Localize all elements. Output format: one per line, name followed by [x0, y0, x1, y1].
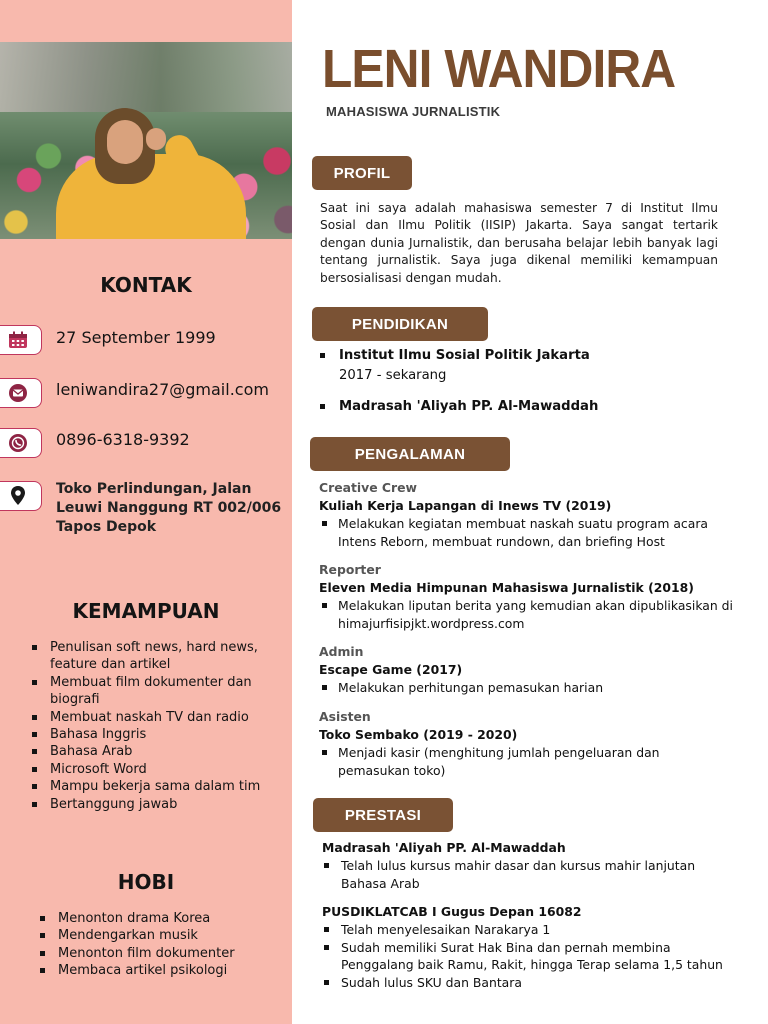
section-heading-pengalaman: PENGALAMAN: [310, 437, 510, 471]
calendar-icon: [0, 325, 42, 355]
list-item: Bahasa Arab: [32, 743, 268, 760]
experience-item: [319, 643, 739, 697]
education-school: Institut Ilmu Sosial Politik Jakarta: [339, 348, 590, 363]
section-heading-pendidikan: PENDIDIKAN: [312, 307, 488, 341]
education-school: Madrasah 'Aliyah PP. Al-Mawaddah: [339, 399, 599, 414]
experience-item: [319, 561, 739, 633]
list-item: Membuat film dokumenter dan biografi: [32, 674, 268, 709]
experience-role: Admin: [319, 644, 364, 659]
achievement-desc: Telah menyelesaikan Narakarya 1: [322, 921, 742, 939]
contact-address: Toko Perlindungan, Jalan Leuwi Nanggung RT 002/006 Tapos Depok: [56, 481, 282, 535]
achievement-org: PUSDIKLATCAB I Gugus Depan 16082: [322, 904, 582, 919]
hobbies-list: [40, 910, 280, 980]
contact-phone: 0896-6318-9392: [56, 430, 190, 449]
achievement-desc: Sudah memiliki Surat Hak Bina dan pernah membina Penggalang baik Ramu, Rakit, hingga Terap selama 1,5 tahun: [322, 939, 742, 975]
experience-org: Escape Game (2017): [319, 662, 463, 677]
contact-heading: KONTAK: [100, 273, 192, 297]
list-item: Penulisan soft news, hard news, feature dan artikel: [32, 639, 268, 674]
list-item: Bahasa Inggris: [32, 726, 268, 743]
experience-desc: Melakukan perhitungan pemasukan harian: [319, 679, 739, 697]
list-item: Microsoft Word: [32, 761, 268, 778]
experience-role: Asisten: [319, 709, 371, 724]
list-item: Bertanggung jawab: [32, 796, 268, 813]
experience-item: [319, 708, 739, 780]
contact-email[interactable]: leniwandira27@gmail.com: [56, 380, 269, 399]
achievement-item: [322, 839, 742, 892]
list-item: Membaca artikel psikologi: [40, 962, 280, 979]
person-name: LENI WANDIRA: [322, 39, 676, 99]
skills-list: [32, 639, 268, 813]
experience-org: Eleven Media Himpunan Mahasiswa Jurnalistik (2018): [319, 580, 694, 595]
education-item: [320, 397, 740, 417]
experience-desc: Melakukan liputan berita yang kemudian akan dipublikasikan di himajurfisipjkt.wordpress.com: [319, 597, 739, 633]
profile-text: Saat ini saya adalah mahasiswa semester 7 di Institut Ilmu Sosial dan Ilmu Politik (IISIP) Jakarta. Saya sangat tertarik dengan dunia Jurnalistik, dan berusaha belajar lebih banyak lagi tentang jurnalistik. Saya juga dikenal memiliki kemampuan bersosialisasi dengan mudah.: [320, 201, 718, 285]
education-period: 2017 - sekarang: [339, 368, 447, 383]
sidebar: [0, 0, 292, 1024]
profile-photo: [0, 42, 292, 239]
achievement-item: [322, 903, 742, 992]
experience-org: Toko Sembako (2019 - 2020): [319, 727, 518, 742]
achievement-desc: Sudah lulus SKU dan Bantara: [322, 974, 742, 992]
experience-role: Creative Crew: [319, 480, 417, 495]
skills-heading: KEMAMPUAN: [72, 599, 220, 623]
list-item: Mendengarkan musik: [40, 927, 280, 944]
whatsapp-icon: [0, 428, 42, 458]
experience-item: [319, 479, 739, 551]
experience-role: Reporter: [319, 562, 381, 577]
location-pin-icon: [0, 481, 42, 511]
contact-birthdate: 27 September 1999: [56, 328, 216, 347]
list-item: Menonton drama Korea: [40, 910, 280, 927]
experience-org: Kuliah Kerja Lapangan di Inews TV (2019): [319, 498, 612, 513]
list-item: Membuat naskah TV dan radio: [32, 709, 268, 726]
list-item: Menonton film dokumenter: [40, 945, 280, 962]
list-item: Mampu bekerja sama dalam tim: [32, 778, 268, 795]
achievement-org: Madrasah 'Aliyah PP. Al-Mawaddah: [322, 840, 566, 855]
hobbies-heading: HOBI: [117, 870, 175, 894]
experience-desc: Menjadi kasir (menghitung jumlah pengeluaran dan pemasukan toko): [319, 744, 679, 780]
section-heading-prestasi: PRESTASI: [313, 798, 453, 832]
experience-desc: Melakukan kegiatan membuat naskah suatu program acara Intens Reborn, membuat rundown, dan briefing Host: [319, 515, 719, 551]
mail-icon: [0, 378, 42, 408]
achievement-desc: Telah lulus kursus mahir dasar dan kursus mahir lanjutan Bahasa Arab: [322, 857, 722, 893]
education-item: [320, 346, 740, 386]
person-title: MAHASISWA JURNALISTIK: [326, 104, 501, 119]
section-heading-profil: PROFIL: [312, 156, 412, 190]
